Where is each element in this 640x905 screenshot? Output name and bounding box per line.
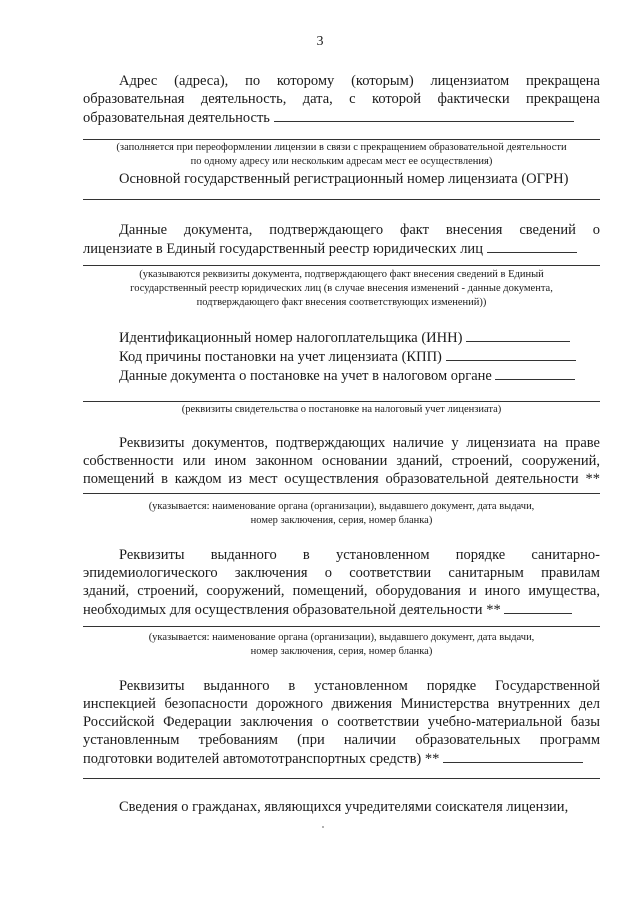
egrul-note xyxy=(83,268,600,310)
gibdd-paragraph xyxy=(83,677,600,768)
note-line: государственный реестр юридических лиц (в случае внесения изменений - данные документа, xyxy=(130,283,553,294)
fill-line[interactable] xyxy=(83,401,600,402)
text-line: Данные документа о постановке на учет в налоговом органе xyxy=(119,368,492,384)
property-paragraph xyxy=(83,434,600,488)
fill-line[interactable] xyxy=(83,265,600,266)
note-line: (реквизиты свидетельства о постановке на налоговый учет лицензиата) xyxy=(181,404,502,415)
text-line: Код причины постановки на учет лицензиата (КПП) xyxy=(119,349,442,365)
fill-line[interactable] xyxy=(487,239,577,253)
text-line: Идентификационный номер налогоплательщика (ИНН) xyxy=(119,330,463,346)
text-line: зданий, строений, сооружений, помещений, оборудования и иного имущества, xyxy=(83,583,600,599)
text-line: образовательная деятельность, дата, с которой фактически прекращена xyxy=(83,91,600,107)
text-line: Адрес (адреса), по которому (которым) лицензиатом прекращена xyxy=(119,73,600,89)
fill-line[interactable] xyxy=(83,139,600,140)
tax-paragraph xyxy=(83,328,600,385)
egrul-paragraph xyxy=(83,221,600,258)
text-line: Российской Федерации заключения о соответствии учебно-материальной базы xyxy=(83,714,600,730)
fill-line[interactable] xyxy=(446,347,576,361)
note-line: (указывается: наименование органа (организации), выдавшего документ, дата выдачи, xyxy=(148,632,535,643)
sanitary-note xyxy=(83,631,600,659)
text-line: помещений в каждом из мест осуществления образовательной деятельности ** xyxy=(83,471,600,487)
note-line: (указывается: наименование органа (организации), выдавшего документ, дата выдачи, xyxy=(148,501,535,512)
text-line: собственности или ином законном основании зданий, строений, сооружений, xyxy=(83,453,600,469)
scan-speck xyxy=(322,826,324,828)
text-line: эпидемиологического заключения о соответствии санитарным правилам xyxy=(83,565,600,581)
text-line: инспекцией безопасности дорожного движения Министерства внутренних дел xyxy=(83,696,600,712)
property-note xyxy=(83,500,600,528)
note-line: (указываются реквизиты документа, подтверждающего факт внесения сведений в Единый xyxy=(139,269,544,280)
note-line: номер заключения, серия, номер бланка) xyxy=(250,646,433,657)
text-line: лицензиате в Единый государственный реестр юридических лиц xyxy=(83,241,483,257)
page-number: 3 xyxy=(316,34,324,49)
ogrn-paragraph xyxy=(83,170,600,188)
tax-note xyxy=(83,403,600,417)
text-line: Основной государственный регистрационный номер лицензиата (ОГРН) xyxy=(119,171,569,187)
fill-line[interactable] xyxy=(504,600,572,614)
text-line: необходимых для осуществления образовательной деятельности ** xyxy=(83,602,501,618)
sanitary-paragraph xyxy=(83,546,600,619)
note-line: (заполняется при переоформлении лицензии в связи с прекращением образовательной деятельности xyxy=(116,142,567,153)
text-line: установленным требованиям (при наличии образовательных программ xyxy=(83,732,600,748)
text-line: подготовки водителей автомототранспортных средств) ** xyxy=(83,751,440,767)
founders-paragraph xyxy=(83,798,600,816)
text-line: Реквизиты документов, подтверждающих наличие у лицензиата на праве xyxy=(119,435,600,451)
fill-line[interactable] xyxy=(83,626,600,627)
text-line: Реквизиты выданного в установленном порядке Государственной xyxy=(119,678,600,694)
fill-line[interactable] xyxy=(274,108,574,122)
fill-line[interactable] xyxy=(466,328,570,342)
note-line: номер заключения, серия, номер бланка) xyxy=(250,515,433,526)
text-line: Реквизиты выданного в установленном порядке санитарно- xyxy=(119,547,600,563)
note-line: по одному адресу или нескольким адресам мест ее осуществления) xyxy=(190,156,493,167)
text-line: образовательная деятельность xyxy=(83,110,270,126)
fill-line[interactable] xyxy=(83,778,600,779)
address-paragraph xyxy=(83,72,600,127)
fill-line[interactable] xyxy=(443,749,583,763)
note-line: подтверждающего факт внесения соответствующих изменений)) xyxy=(196,297,487,308)
text-line: Данные документа, подтверждающего факт внесения сведений о xyxy=(119,222,600,238)
fill-line[interactable] xyxy=(83,199,600,200)
fill-line[interactable] xyxy=(495,366,575,380)
text-line: Сведения о гражданах, являющихся учредителями соискателя лицензии, xyxy=(119,799,569,815)
fill-line[interactable] xyxy=(83,493,600,494)
address-note xyxy=(83,141,600,169)
